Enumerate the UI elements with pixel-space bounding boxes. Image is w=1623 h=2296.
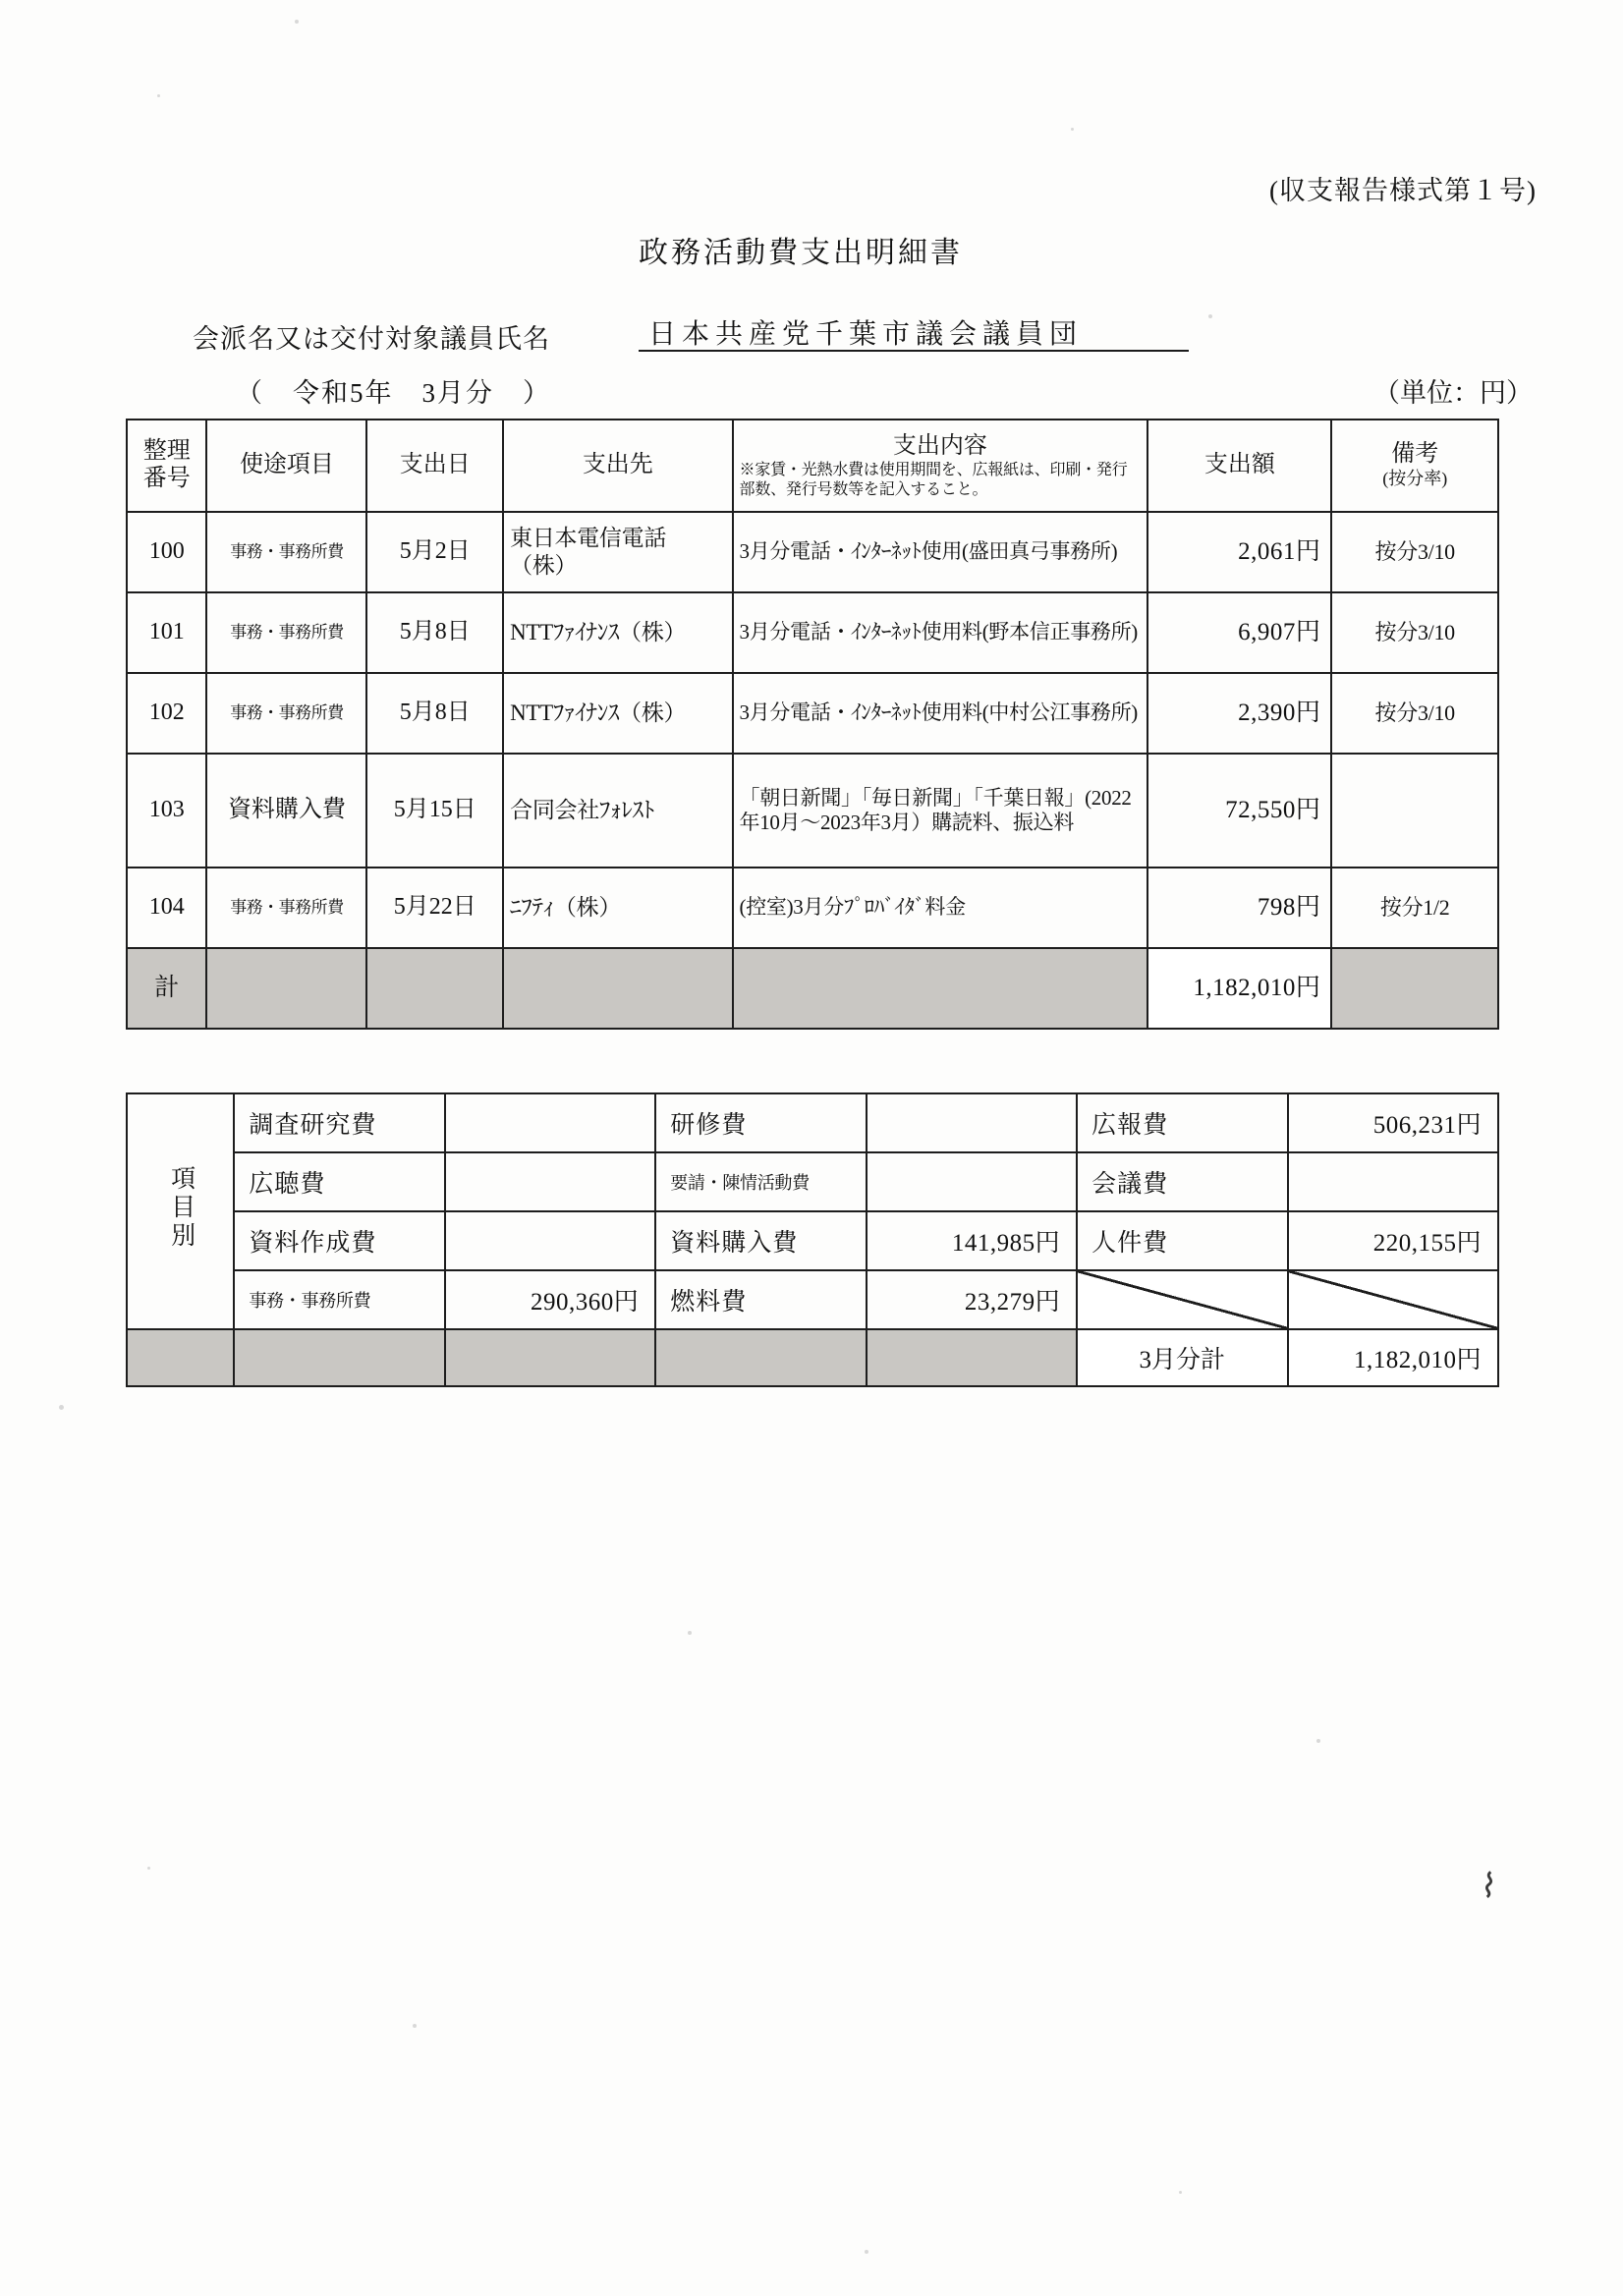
summary-total-spacer-1 bbox=[127, 1329, 234, 1386]
column-header-no-line1: 整理 bbox=[142, 438, 191, 465]
summary-value-hearing bbox=[445, 1152, 655, 1211]
cell-item: 事務・事務所費 bbox=[206, 592, 366, 673]
cell-no: 100 bbox=[127, 512, 206, 592]
cell-remark: 按分3/10 bbox=[1331, 512, 1498, 592]
column-header-detail-main: 支出内容 bbox=[892, 432, 987, 459]
party-label: 会派名又は交付対象議員氏名 bbox=[193, 324, 550, 354]
summary-row bbox=[127, 1270, 1498, 1329]
total-amount: 1,182,010円 bbox=[1147, 948, 1331, 1029]
summary-key-personnel: 人件費 bbox=[1077, 1211, 1287, 1270]
summary-key-training: 研修費 bbox=[655, 1093, 866, 1152]
summary-key-research: 調査研究費 bbox=[234, 1093, 444, 1152]
cell-item: 事務・事務所費 bbox=[206, 868, 366, 948]
unit-label: （単位：円） bbox=[1373, 378, 1533, 408]
cell-payee: NTTﾌｧｲﾅﾝｽ（株） bbox=[503, 673, 732, 754]
summary-value-office: 290,360円 bbox=[445, 1270, 655, 1329]
cell-amount: 72,550円 bbox=[1147, 754, 1331, 868]
table-total-row bbox=[127, 948, 1498, 1029]
cell-remark bbox=[1331, 754, 1498, 868]
summary-key-office: 事務・事務所費 bbox=[234, 1270, 444, 1329]
cell-detail: 3月分電話・ｲﾝﾀｰﾈｯﾄ使用料(野本信正事務所) bbox=[733, 592, 1148, 673]
handwritten-mark: ⌇ bbox=[1478, 1868, 1500, 1906]
summary-value-pr: 506,231円 bbox=[1288, 1093, 1499, 1152]
summary-key-docprep: 資料作成費 bbox=[234, 1211, 444, 1270]
summary-key-hearing: 広聴費 bbox=[234, 1152, 444, 1211]
cell-payee: 合同会社ﾌｫﾚｽﾄ bbox=[503, 754, 732, 868]
summary-total-spacer-4 bbox=[655, 1329, 866, 1386]
cell-amount: 798円 bbox=[1147, 868, 1331, 948]
cell-no: 104 bbox=[127, 868, 206, 948]
cell-amount: 6,907円 bbox=[1147, 592, 1331, 673]
party-name-underline bbox=[639, 350, 1189, 352]
page-title: 政務活動費支出明細書 bbox=[639, 237, 963, 269]
cell-no: 101 bbox=[127, 592, 206, 673]
column-header-detail-note: ※家賃・光熱水費は使用期間を、広報紙は、印刷・発行部数、発行号数等を記入すること。 bbox=[739, 462, 1128, 498]
column-header-amount: 支出額 bbox=[1147, 420, 1331, 512]
cell-no: 103 bbox=[127, 754, 206, 868]
total-spacer-payee bbox=[503, 948, 732, 1029]
table-header-row bbox=[127, 420, 1498, 512]
cell-payee-line1: 東日本電信電話 bbox=[510, 526, 667, 551]
cell-item: 事務・事務所費 bbox=[206, 673, 366, 754]
cell-amount: 2,061円 bbox=[1147, 512, 1331, 592]
party-name: 日本共産党千葉市議会議員団 bbox=[648, 319, 1084, 350]
table-row bbox=[127, 592, 1498, 673]
cell-item: 事務・事務所費 bbox=[206, 512, 366, 592]
cell-item: 資料購入費 bbox=[206, 754, 366, 868]
total-spacer-item bbox=[206, 948, 366, 1029]
table-row bbox=[127, 868, 1498, 948]
cell-date: 5月22日 bbox=[366, 868, 503, 948]
cell-date: 5月8日 bbox=[366, 673, 503, 754]
column-header-remark-sub: (按分率) bbox=[1382, 468, 1448, 488]
summary-value-personnel: 220,155円 bbox=[1288, 1211, 1499, 1270]
summary-key-pr: 広報費 bbox=[1077, 1093, 1287, 1152]
total-spacer-detail bbox=[733, 948, 1148, 1029]
column-header-date: 支出日 bbox=[366, 420, 503, 512]
cell-detail: (控室)3月分ﾌﾟﾛﾊﾞｲﾀﾞ料金 bbox=[733, 868, 1148, 948]
cell-detail: 3月分電話・ｲﾝﾀｰﾈｯﾄ使用(盛田真弓事務所) bbox=[733, 512, 1148, 592]
summary-row bbox=[127, 1211, 1498, 1270]
total-spacer-date bbox=[366, 948, 503, 1029]
column-header-item: 使途項目 bbox=[206, 420, 366, 512]
cell-amount: 2,390円 bbox=[1147, 673, 1331, 754]
total-spacer-remark bbox=[1331, 948, 1498, 1029]
summary-total-spacer-2 bbox=[234, 1329, 444, 1386]
cell-remark: 按分3/10 bbox=[1331, 673, 1498, 754]
summary-key-petition: 要請・陳情活動費 bbox=[655, 1152, 866, 1211]
summary-month-total-label: 3月分計 bbox=[1077, 1329, 1287, 1386]
cell-payee bbox=[503, 512, 732, 592]
cell-remark: 按分3/10 bbox=[1331, 592, 1498, 673]
cell-detail: 「朝日新聞」「毎日新聞」「千葉日報」(2022年10月～2023年3月）購読料、振込料 bbox=[733, 754, 1148, 868]
table-row bbox=[127, 512, 1498, 592]
summary-table bbox=[126, 1092, 1499, 1387]
cell-no: 102 bbox=[127, 673, 206, 754]
summary-row bbox=[127, 1152, 1498, 1211]
form-number: (収支報告様式第１号) bbox=[1269, 176, 1537, 205]
summary-key-fuel: 燃料費 bbox=[655, 1270, 866, 1329]
summary-key-meeting: 会議費 bbox=[1077, 1152, 1287, 1211]
summary-value-fuel: 23,279円 bbox=[867, 1270, 1077, 1329]
cell-date: 5月2日 bbox=[366, 512, 503, 592]
summary-value-docprep bbox=[445, 1211, 655, 1270]
summary-blank-slash-1 bbox=[1077, 1270, 1287, 1329]
table-row bbox=[127, 673, 1498, 754]
summary-value-research bbox=[445, 1093, 655, 1152]
cell-payee-line2: （株） bbox=[510, 553, 578, 578]
summary-row bbox=[127, 1093, 1498, 1152]
column-header-remark-main: 備考 bbox=[1391, 441, 1439, 468]
column-header-detail bbox=[733, 420, 1148, 512]
period-label: （ 令和5年 3月分 ） bbox=[236, 378, 551, 408]
summary-total-row bbox=[127, 1329, 1498, 1386]
column-header-no-line2: 番号 bbox=[142, 466, 191, 491]
column-header-payee: 支出先 bbox=[503, 420, 732, 512]
summary-month-total-value: 1,182,010円 bbox=[1288, 1329, 1499, 1386]
summary-value-docpurchase: 141,985円 bbox=[867, 1211, 1077, 1270]
summary-value-petition bbox=[867, 1152, 1077, 1211]
cell-date: 5月15日 bbox=[366, 754, 503, 868]
column-header-no bbox=[127, 420, 206, 512]
cell-detail: 3月分電話・ｲﾝﾀｰﾈｯﾄ使用料(中村公江事務所) bbox=[733, 673, 1148, 754]
expense-table bbox=[126, 419, 1499, 1030]
summary-side-label: 項目別 bbox=[127, 1093, 234, 1329]
summary-blank-slash-2 bbox=[1288, 1270, 1499, 1329]
summary-value-meeting bbox=[1288, 1152, 1499, 1211]
cell-remark: 按分1/2 bbox=[1331, 868, 1498, 948]
summary-total-spacer-3 bbox=[445, 1329, 655, 1386]
cell-payee: ﾆﾌﾃｨ（株） bbox=[503, 868, 732, 948]
total-label: 計 bbox=[127, 948, 206, 1029]
cell-payee: NTTﾌｧｲﾅﾝｽ（株） bbox=[503, 592, 732, 673]
column-header-remark bbox=[1331, 420, 1498, 512]
summary-value-training bbox=[867, 1093, 1077, 1152]
table-row bbox=[127, 754, 1498, 868]
summary-total-spacer-5 bbox=[867, 1329, 1077, 1386]
summary-key-docpurchase: 資料購入費 bbox=[655, 1211, 866, 1270]
cell-date: 5月8日 bbox=[366, 592, 503, 673]
